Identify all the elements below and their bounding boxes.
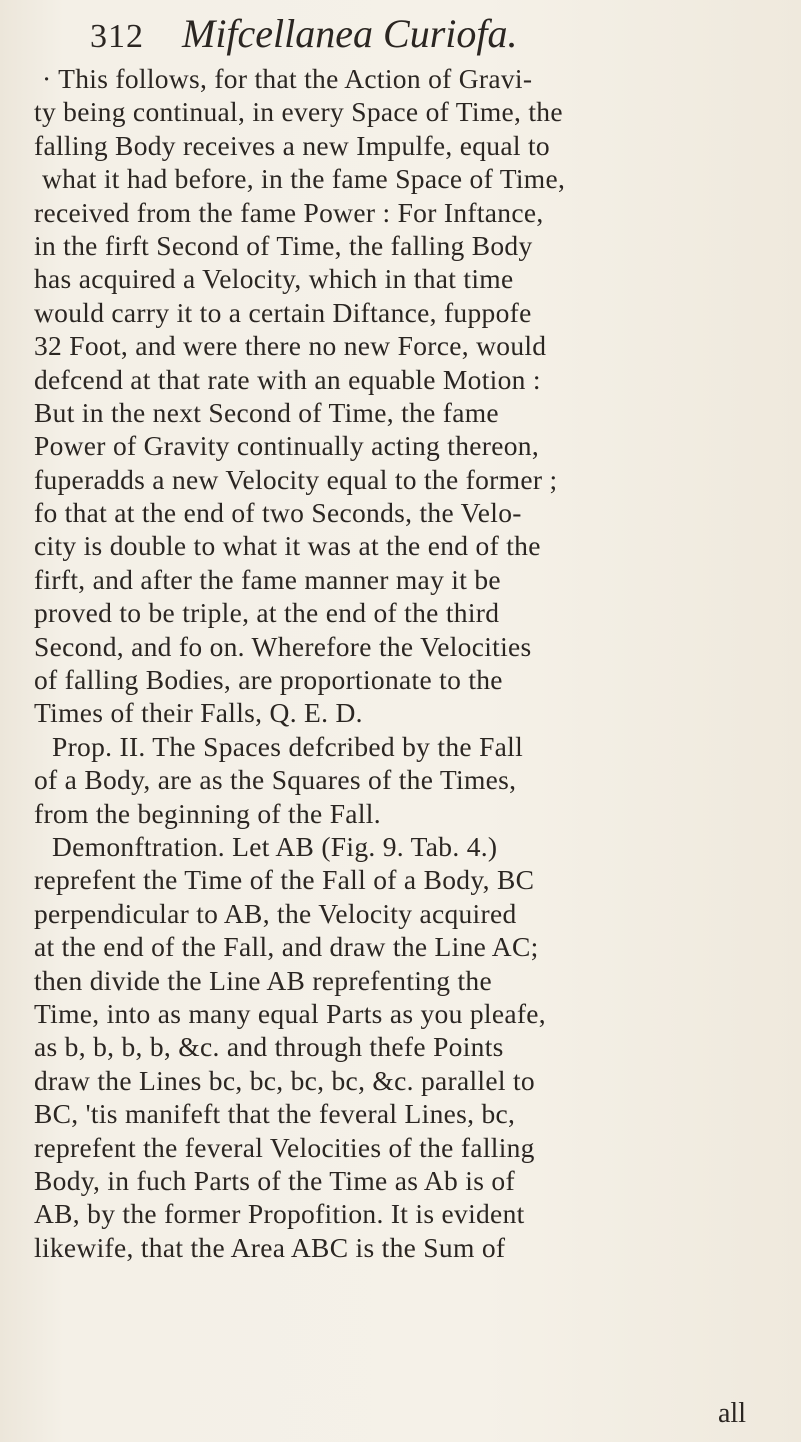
- text-line: would carry it to a certain Diftance, fuppofe: [34, 296, 532, 328]
- body-text: [34, 62, 801, 1264]
- text-line: received from the fame Power : For Inftance,: [34, 196, 544, 228]
- text-line: as b, b, b, b, &c. and through thefe Points: [34, 1031, 504, 1063]
- running-title: Mifcellanea Curiofa.: [182, 11, 518, 56]
- text-line: But in the next Second of Time, the fame: [34, 396, 499, 428]
- text-line: Power of Gravity continually acting thereon,: [34, 430, 540, 462]
- text-line: perpendicular to AB, the Velocity acquired: [34, 897, 517, 929]
- text-line: of falling Bodies, are proportionate to the: [34, 664, 503, 696]
- text-line: Times of their Falls, Q. E. D.: [34, 697, 363, 729]
- text-line: city is double to what it was at the end of the: [34, 530, 541, 562]
- text-line: from the beginning of the Fall.: [34, 797, 381, 829]
- text-line: what it had before, in the fame Space of Time,: [42, 163, 566, 195]
- page-header: [90, 10, 518, 70]
- text-line: Prop. II. The Spaces defcribed by the Fall: [52, 730, 524, 762]
- text-line: Second, and fo on. Wherefore the Velocities: [34, 630, 532, 662]
- text-line: likewife, that the Area ABC is the Sum of: [34, 1231, 506, 1263]
- text-line: of a Body, are as the Squares of the Times,: [34, 764, 517, 796]
- text-line: defcend at that rate with an equable Motion :: [34, 363, 541, 395]
- text-line: ty being continual, in every Space of Time, the: [34, 96, 563, 128]
- text-line: draw the Lines bc, bc, bc, bc, &c. parallel to: [34, 1064, 535, 1096]
- text-line: firft, and after the fame manner may it be: [34, 563, 501, 595]
- text-line: proved to be triple, at the end of the third: [34, 597, 500, 629]
- text-line: reprefent the Time of the Fall of a Body, BC: [34, 864, 535, 896]
- text-line: AB, by the former Propofition. It is evident: [34, 1198, 525, 1230]
- text-line: has acquired a Velocity, which in that time: [34, 263, 514, 295]
- text-line: reprefent the feveral Velocities of the falling: [34, 1131, 535, 1163]
- text-line: Demonftration. Let AB (Fig. 9. Tab. 4.): [52, 830, 498, 862]
- text-line: in the firft Second of Time, the falling Body: [34, 229, 533, 261]
- text-line: fuperadds a new Velocity equal to the former ;: [34, 463, 558, 495]
- text-line: Time, into as many equal Parts as you pleafe,: [34, 997, 546, 1029]
- text-line: falling Body receives a new Impulfe, equal to: [34, 129, 550, 161]
- page-number: 312: [90, 18, 144, 55]
- text-line: fo that at the end of two Seconds, the Velo-: [34, 497, 522, 529]
- text-line: · This follows, for that the Action of Gravi-: [42, 63, 533, 94]
- text-line: 32 Foot, and were there no new Force, would: [34, 330, 547, 362]
- text-line: then divide the Line AB reprefenting the: [34, 964, 492, 996]
- text-line: Body, in fuch Parts of the Time as Ab is of: [34, 1164, 515, 1196]
- text-line: at the end of the Fall, and draw the Line AC;: [34, 931, 539, 963]
- text-line: BC, 'tis manifeft that the feveral Lines, bc,: [34, 1098, 516, 1130]
- catchword: all: [718, 1398, 746, 1429]
